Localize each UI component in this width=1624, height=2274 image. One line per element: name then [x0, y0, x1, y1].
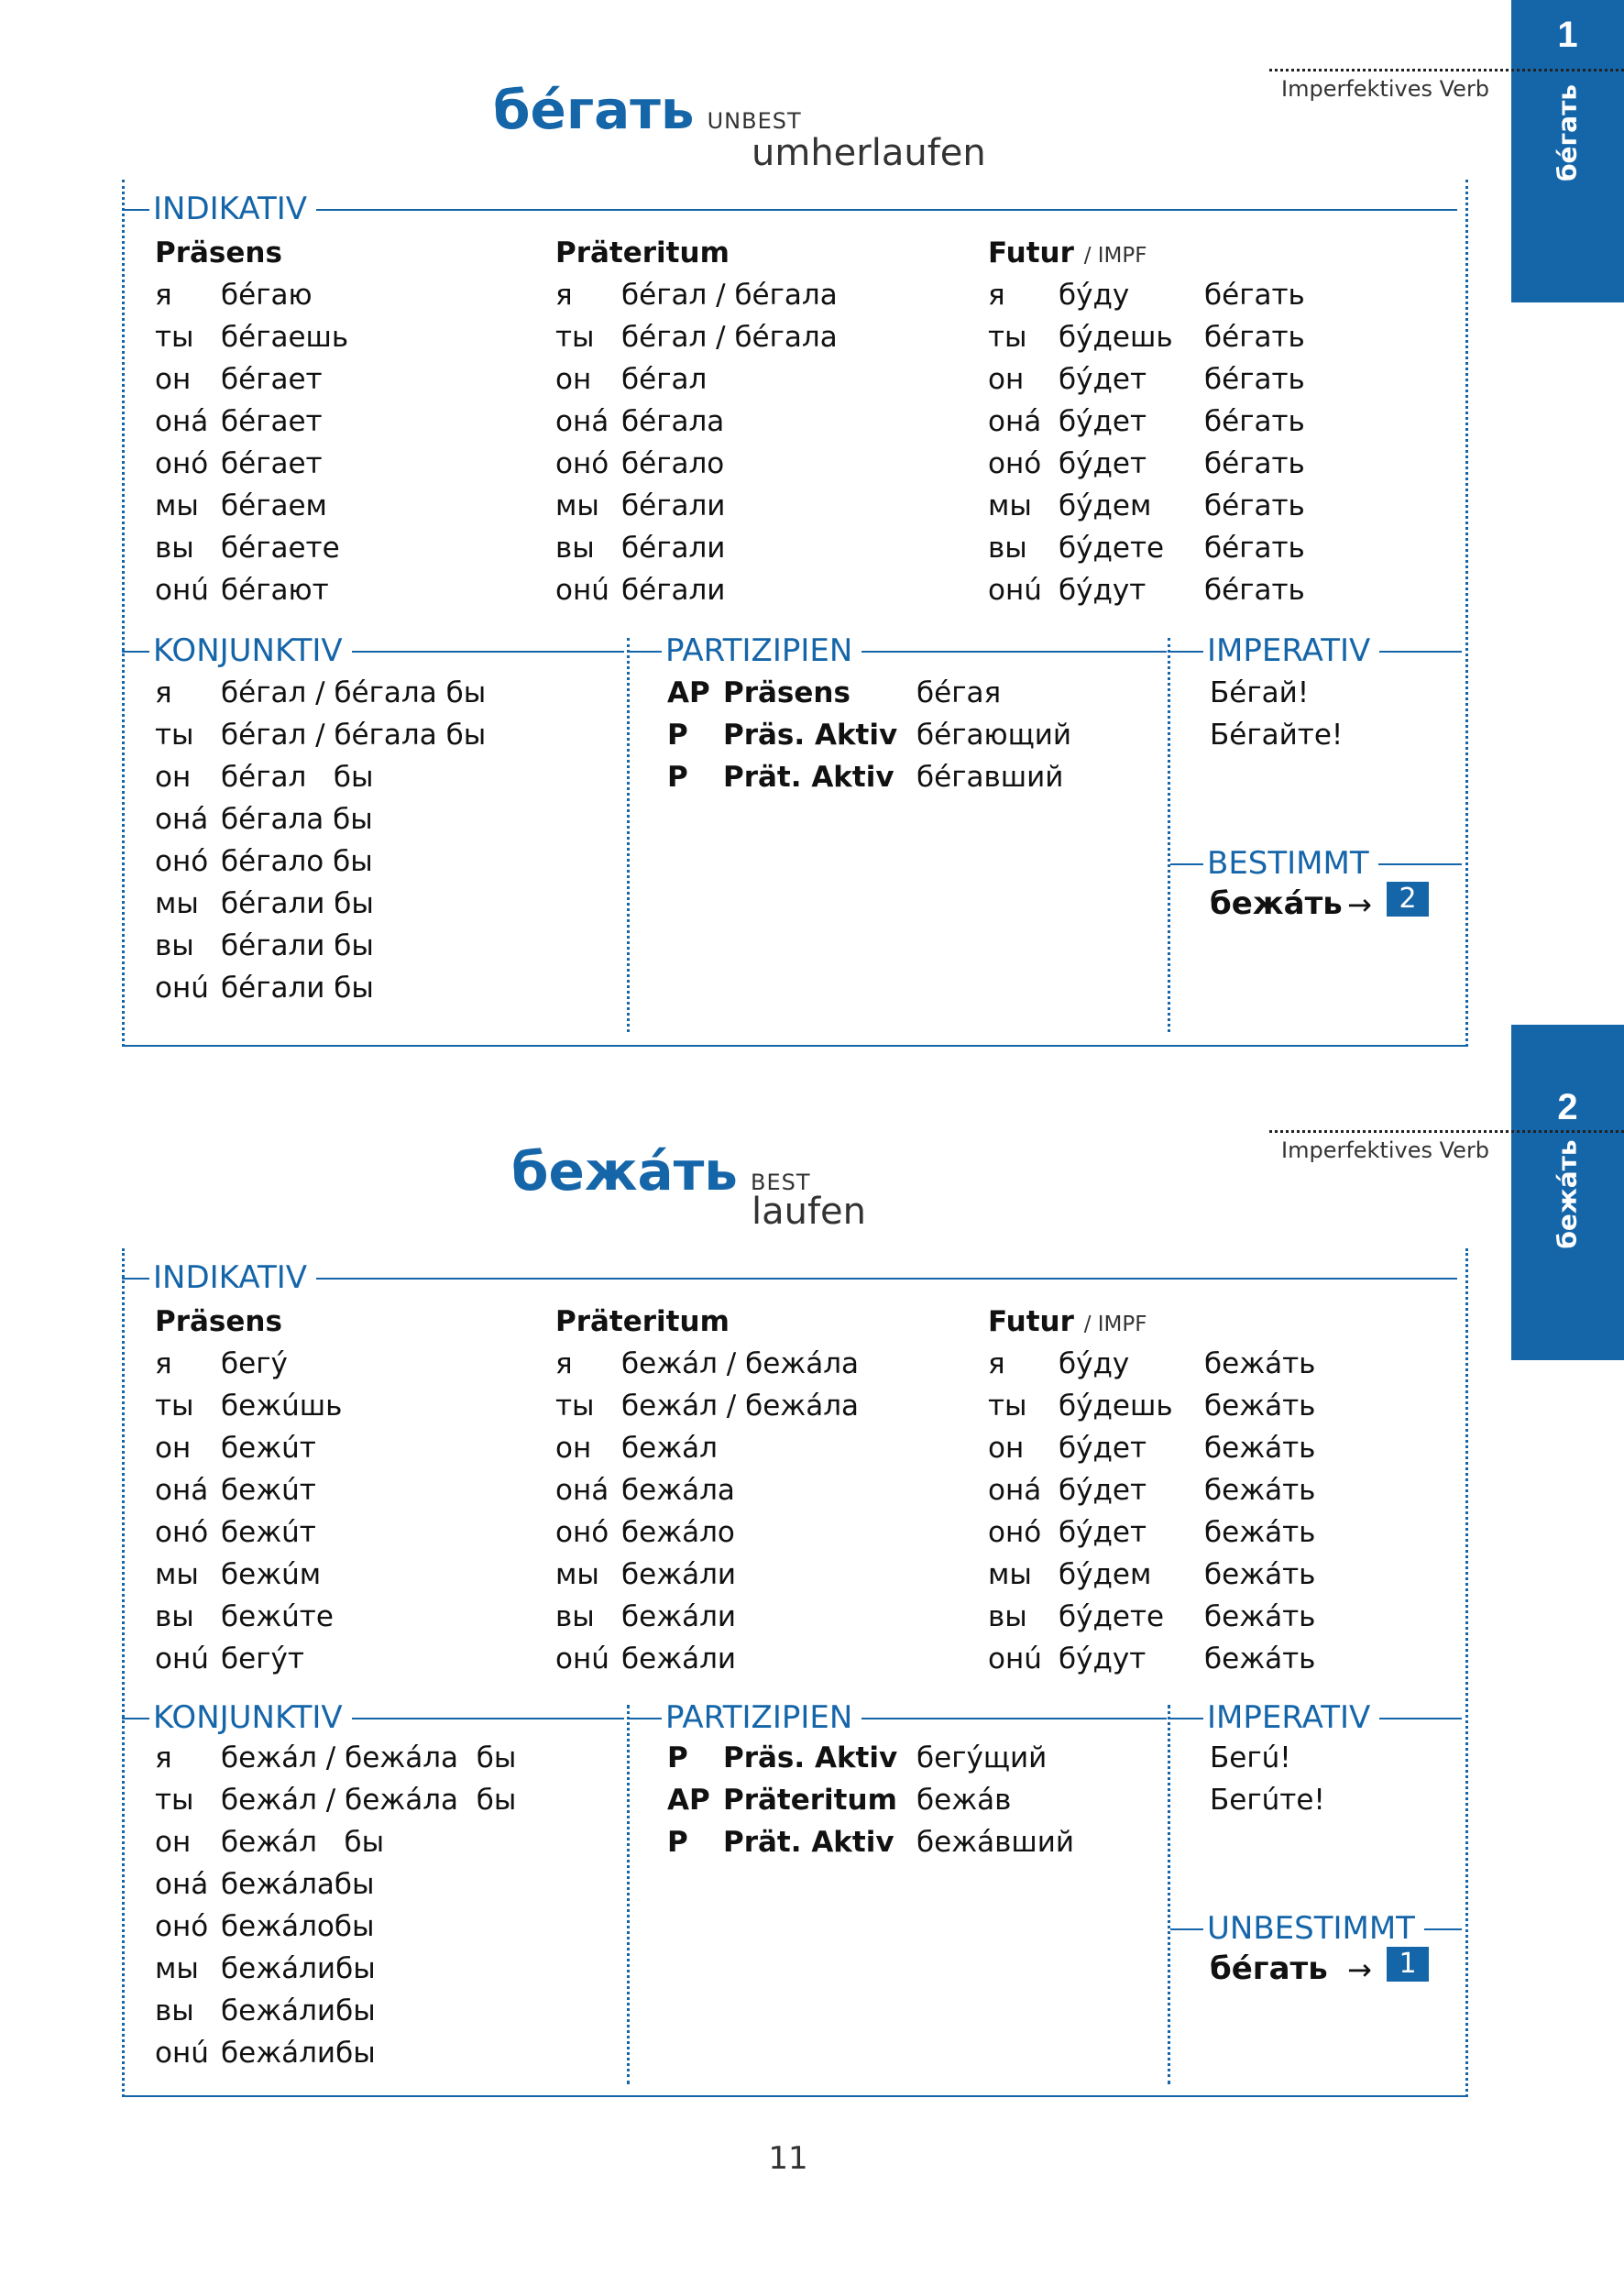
- konjunktiv-form: бéгали бы: [221, 929, 374, 962]
- pron: мы: [555, 489, 599, 522]
- praeteritum-form: бежáл / бежáла: [621, 1390, 860, 1423]
- pron: вы: [155, 1994, 194, 2027]
- konjunktiv-heading: KONJUNKTIV: [149, 1699, 352, 1736]
- tab-1[interactable]: [1511, 0, 1624, 302]
- pron: я: [555, 279, 573, 312]
- futur-inf: бéгать: [1204, 405, 1305, 438]
- pron: мы: [155, 1952, 199, 1985]
- praesens-heading: Präsens: [155, 236, 282, 269]
- pron: онá: [555, 1474, 609, 1507]
- praesens-form: бежúт: [221, 1516, 316, 1549]
- partizipien-heading: PARTIZIPIEN: [662, 1699, 861, 1736]
- imperativ-heading: IMPERATIV: [1203, 632, 1379, 669]
- participle-label: Präs. Aktiv: [723, 719, 898, 752]
- pron: онá: [555, 405, 609, 438]
- praesens-form: бéгаешь: [221, 321, 349, 354]
- futur-inf: бежáть: [1204, 1390, 1316, 1423]
- konjunktiv-form: бежáлибы: [221, 1994, 376, 2027]
- pron: онú: [988, 574, 1042, 607]
- konjunktiv-heading: KONJUNKTIV: [149, 632, 352, 669]
- pron: онú: [155, 972, 209, 1005]
- futur-aux: бýдет: [1059, 447, 1147, 480]
- futur-aux: бýдет: [1059, 1474, 1147, 1507]
- participle-form: бежáвший: [916, 1826, 1075, 1859]
- pron: онó: [988, 447, 1042, 480]
- futur-inf: бежáть: [1204, 1642, 1316, 1675]
- praeteritum-form: бéгали: [621, 489, 726, 522]
- pron: онó: [155, 845, 209, 878]
- futur-inf: бежáть: [1204, 1516, 1316, 1549]
- praesens-form: бежúшь: [221, 1390, 343, 1423]
- box-left-border: [122, 1248, 125, 2097]
- praesens-form: бéгает: [221, 363, 323, 396]
- praesens-form: бегý: [221, 1347, 288, 1380]
- konjunktiv-form: бéгало бы: [221, 845, 373, 878]
- futur-inf: бéгать: [1204, 321, 1305, 354]
- konjunktiv-form: бéгал / бéгала бы: [221, 719, 487, 752]
- pron: ты: [555, 1390, 595, 1423]
- divider-1: [627, 1705, 630, 2084]
- pron: мы: [988, 1558, 1032, 1591]
- futur-inf: бéгать: [1204, 447, 1305, 480]
- praeteritum-heading: Präteritum: [555, 1305, 730, 1338]
- konjunktiv-form: бéгал бы: [221, 761, 374, 794]
- futur-heading: [988, 236, 1147, 269]
- pron: я: [988, 1347, 1005, 1380]
- tab-number: 2: [1557, 1087, 1578, 1127]
- konjunktiv-form: бежáлибы: [221, 1952, 376, 1985]
- pron: мы: [155, 1558, 199, 1591]
- praeteritum-form: бéгало: [621, 447, 725, 480]
- konjunktiv-form: бежáлибы: [221, 2037, 376, 2070]
- crossref-link[interactable]: бéгать: [1210, 1950, 1328, 1987]
- praeteritum-form: бéгали: [621, 532, 726, 565]
- entry-kind-line: [1269, 69, 1624, 71]
- arrow-right-icon: →: [1347, 887, 1372, 922]
- konjunktiv-form: бежáл / бежáла бы: [221, 1784, 517, 1817]
- praesens-form: бежúте: [221, 1600, 334, 1633]
- pron: онú: [155, 574, 209, 607]
- praesens-form: бéгает: [221, 447, 323, 480]
- participle-abbr: P: [667, 761, 688, 794]
- participle-form: бегýщий: [916, 1741, 1048, 1774]
- praeteritum-form: бежáли: [621, 1558, 737, 1591]
- pron: он: [155, 761, 192, 794]
- pron: вы: [155, 532, 194, 565]
- participle-form: бéгавший: [916, 761, 1064, 794]
- indikativ-heading: INDIKATIV: [149, 191, 316, 227]
- pron: вы: [555, 532, 595, 565]
- pron: онó: [555, 447, 609, 480]
- konjunktiv-form: бежáлабы: [221, 1868, 375, 1901]
- futur-note: / IMPF: [1083, 244, 1147, 268]
- praesens-heading: Präsens: [155, 1305, 282, 1338]
- tab-label: бежáть: [1552, 1139, 1583, 1249]
- entry-kind-line: [1269, 1130, 1624, 1133]
- imperativ-form: Бегúте!: [1210, 1784, 1325, 1817]
- futur-aux: бýдете: [1059, 532, 1165, 565]
- futur-heading: [988, 1305, 1147, 1338]
- futur-inf: бéгать: [1204, 574, 1305, 607]
- praeteritum-form: бéгал / бéгала: [621, 321, 838, 354]
- futur-label: Futur: [988, 236, 1074, 269]
- praeteritum-form: бежáло: [621, 1516, 735, 1549]
- pron: вы: [155, 1600, 194, 1633]
- pron: онó: [155, 447, 209, 480]
- pron: онá: [155, 1474, 209, 1507]
- participle-label: Präsens: [723, 676, 850, 709]
- futur-inf: бéгать: [1204, 363, 1305, 396]
- pron: вы: [988, 532, 1027, 565]
- futur-note: / IMPF: [1083, 1313, 1147, 1336]
- praeteritum-form: бежáла: [621, 1474, 735, 1507]
- pron: мы: [155, 489, 199, 522]
- box-right-border: [1465, 1248, 1468, 2097]
- praesens-form: бéгают: [221, 574, 329, 607]
- pron: ты: [155, 1390, 194, 1423]
- pron: ты: [988, 1390, 1027, 1423]
- futur-aux: бýдешь: [1059, 321, 1173, 354]
- participle-form: бéгая: [916, 676, 1002, 709]
- pron: онá: [988, 405, 1042, 438]
- futur-aux: бýдет: [1059, 363, 1147, 396]
- futur-inf: бежáть: [1204, 1558, 1316, 1591]
- pron: онá: [155, 405, 209, 438]
- futur-aux: бýду: [1059, 1347, 1130, 1380]
- participle-label: Präs. Aktiv: [723, 1741, 898, 1774]
- pron: онá: [155, 1868, 209, 1901]
- praeteritum-form: бежáли: [621, 1642, 737, 1675]
- participle-label: Prät. Aktiv: [723, 761, 894, 794]
- pron: мы: [555, 1558, 599, 1591]
- page-number: 11: [768, 2140, 808, 2177]
- pron: я: [155, 279, 172, 312]
- pron: онó: [988, 1516, 1042, 1549]
- indikativ-rule: [122, 209, 1457, 211]
- konjunktiv-form: бежáл бы: [221, 1826, 385, 1859]
- praeteritum-form: бéгал: [621, 363, 708, 396]
- praesens-form: бежúм: [221, 1558, 322, 1591]
- pron: мы: [988, 489, 1032, 522]
- praesens-form: бéгаете: [221, 532, 340, 565]
- futur-inf: бежáть: [1204, 1347, 1316, 1380]
- pron: он: [988, 363, 1025, 396]
- futur-aux: бýдешь: [1059, 1390, 1173, 1423]
- box-left-border: [122, 180, 125, 1047]
- crossref-link[interactable]: бежáть: [1210, 885, 1343, 922]
- pron: онá: [988, 1474, 1042, 1507]
- pron: онó: [155, 1910, 209, 1943]
- futur-inf: бéгать: [1204, 532, 1305, 565]
- headword-text: бежáть: [511, 1140, 738, 1203]
- praeteritum-form: бежáли: [621, 1600, 737, 1633]
- pron: я: [555, 1347, 573, 1380]
- conjugation-box: [122, 180, 1467, 1047]
- pron: ты: [155, 719, 194, 752]
- konjunktiv-form: бéгал / бéгала бы: [221, 676, 487, 709]
- pron: онá: [155, 803, 209, 836]
- praesens-form: бéгаю: [221, 279, 313, 312]
- imperativ-heading: IMPERATIV: [1203, 1699, 1379, 1736]
- praeteritum-form: бéгали: [621, 574, 726, 607]
- imperativ-form: Бéгайте!: [1210, 719, 1344, 752]
- crossref-number[interactable]: 2: [1387, 882, 1429, 917]
- pron: он: [155, 1432, 192, 1465]
- pron: я: [155, 1741, 172, 1774]
- translation: umherlaufen: [752, 132, 986, 174]
- tab-2[interactable]: [1511, 1025, 1624, 1360]
- partizipien-heading: PARTIZIPIEN: [662, 632, 861, 669]
- box-bottom-border: [122, 2095, 1467, 2097]
- konjunktiv-form: бéгали бы: [221, 887, 374, 920]
- praeteritum-form: бéгала: [621, 405, 725, 438]
- participle-form: бéгающий: [916, 719, 1072, 752]
- pron: ты: [155, 321, 194, 354]
- praeteritum-form: бежáл: [621, 1432, 718, 1465]
- pron: онó: [555, 1516, 609, 1549]
- futur-inf: бежáть: [1204, 1600, 1316, 1633]
- indikativ-rule: [122, 1278, 1457, 1280]
- pron: онó: [155, 1516, 209, 1549]
- futur-inf: бéгать: [1204, 279, 1305, 312]
- tab-number: 1: [1557, 15, 1578, 55]
- konjunktiv-form: бéгала бы: [221, 803, 373, 836]
- pron: ты: [155, 1784, 194, 1817]
- crossref-number[interactable]: 1: [1387, 1947, 1429, 1982]
- divider-2: [1168, 638, 1170, 1032]
- futur-label: Futur: [988, 1305, 1074, 1338]
- entry-kind: Imperfektives Verb: [1281, 76, 1490, 102]
- participle-abbr: P: [667, 719, 688, 752]
- participle-label: Präteritum: [723, 1784, 897, 1817]
- futur-aux: бýдет: [1059, 405, 1147, 438]
- praesens-form: бéгаем: [221, 489, 327, 522]
- pron: он: [555, 1432, 592, 1465]
- entry-kind: Imperfektives Verb: [1281, 1137, 1490, 1163]
- futur-aux: бýдут: [1059, 1642, 1147, 1675]
- pron: вы: [988, 1600, 1027, 1633]
- pron: онú: [555, 574, 609, 607]
- grammar-tag: UNBEST: [707, 108, 802, 134]
- pron: он: [155, 363, 192, 396]
- konjunktiv-form: бежáл / бежáла бы: [221, 1741, 517, 1774]
- konjunktiv-form: бежáлобы: [221, 1910, 375, 1943]
- praeteritum-form: бéгал / бéгала: [621, 279, 838, 312]
- praesens-form: бегýт: [221, 1642, 304, 1675]
- indikativ-heading: INDIKATIV: [149, 1259, 316, 1296]
- crossref-heading: BESTIMMT: [1203, 845, 1378, 882]
- pron: он: [155, 1826, 192, 1859]
- participle-abbr: AP: [667, 1784, 710, 1817]
- futur-inf: бéгать: [1204, 489, 1305, 522]
- participle-label: Prät. Aktiv: [723, 1826, 894, 1859]
- imperativ-form: Бéгай!: [1210, 676, 1310, 709]
- imperativ-form: Бегú!: [1210, 1741, 1291, 1774]
- pron: вы: [555, 1600, 595, 1633]
- futur-aux: бýдет: [1059, 1516, 1147, 1549]
- arrow-right-icon: →: [1347, 1952, 1372, 1987]
- pron: онú: [155, 1642, 209, 1675]
- futur-aux: бýдем: [1059, 489, 1152, 522]
- crossref-heading: UNBESTIMMT: [1203, 1910, 1424, 1947]
- futur-aux: бýдем: [1059, 1558, 1152, 1591]
- praeteritum-heading: Präteritum: [555, 236, 730, 269]
- tab-label: бéгать: [1552, 84, 1583, 181]
- conjugation-box: [122, 1248, 1467, 2097]
- pron: вы: [155, 929, 194, 962]
- grammar-tag: BEST: [750, 1170, 811, 1195]
- futur-aux: бýдет: [1059, 1432, 1147, 1465]
- pron: мы: [155, 887, 199, 920]
- futur-inf: бежáть: [1204, 1474, 1316, 1507]
- participle-abbr: P: [667, 1826, 688, 1859]
- participle-abbr: P: [667, 1741, 688, 1774]
- pron: онú: [988, 1642, 1042, 1675]
- praesens-form: бежúт: [221, 1432, 316, 1465]
- divider-1: [627, 638, 630, 1032]
- konjunktiv-form: бéгали бы: [221, 972, 374, 1005]
- box-right-border: [1465, 180, 1468, 1047]
- translation: laufen: [752, 1191, 867, 1233]
- pron: он: [555, 363, 592, 396]
- futur-aux: бýдете: [1059, 1600, 1165, 1633]
- pron: я: [155, 1347, 172, 1380]
- praesens-form: бежúт: [221, 1474, 316, 1507]
- headword-text: бéгать: [493, 79, 695, 141]
- praesens-form: бéгает: [221, 405, 323, 438]
- pron: он: [988, 1432, 1025, 1465]
- futur-aux: бýду: [1059, 279, 1130, 312]
- box-bottom-border: [122, 1045, 1467, 1047]
- futur-inf: бежáть: [1204, 1432, 1316, 1465]
- pron: ты: [555, 321, 595, 354]
- pron: онú: [555, 1642, 609, 1675]
- praeteritum-form: бежáл / бежáла: [621, 1347, 860, 1380]
- divider-2: [1168, 1705, 1170, 2084]
- pron: онú: [155, 2037, 209, 2070]
- pron: я: [155, 676, 172, 709]
- participle-form: бежáв: [916, 1784, 1012, 1817]
- pron: я: [988, 279, 1005, 312]
- participle-abbr: AP: [667, 676, 710, 709]
- pron: ты: [988, 321, 1027, 354]
- futur-aux: бýдут: [1059, 574, 1147, 607]
